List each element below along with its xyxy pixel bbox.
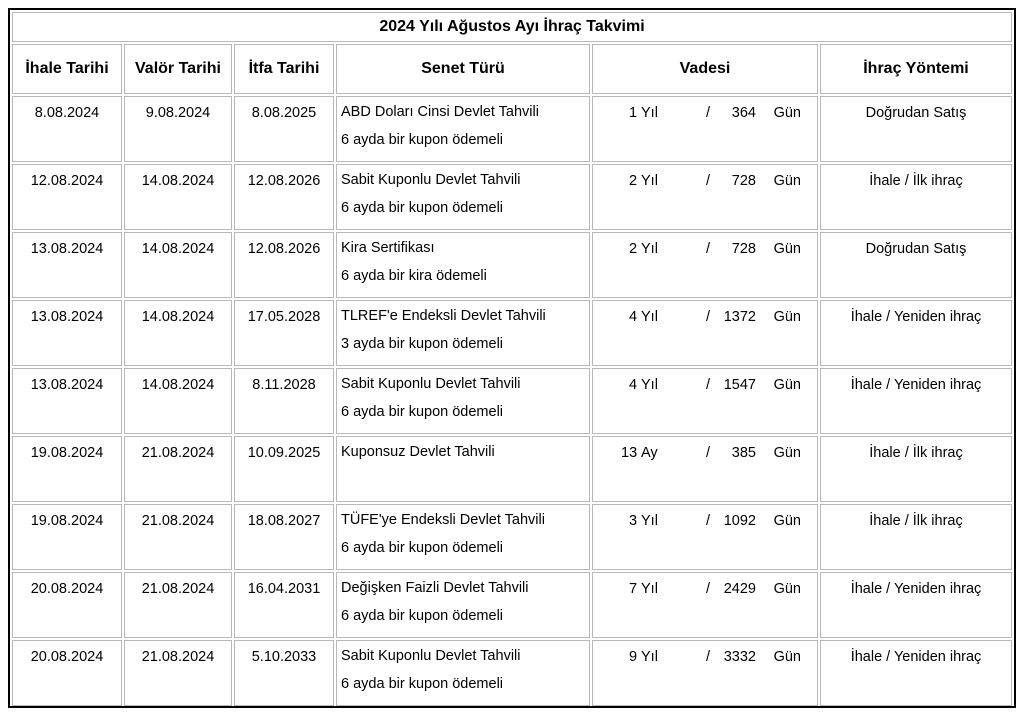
vade-ayrac: / — [706, 105, 711, 121]
header-valor-tarihi: Valör Tarihi — [124, 44, 232, 94]
valor-tarihi: 21.08.2024 — [141, 581, 215, 597]
valor-tarihi-cell — [124, 300, 232, 366]
ihrac-yontemi: İhale / İlk ihraç — [869, 445, 963, 461]
senet-turu: Değişken Faizli Devlet Tahvili — [341, 580, 529, 596]
valor-tarihi: 14.08.2024 — [141, 241, 215, 257]
ihale-tarihi-cell — [12, 436, 122, 502]
header-ihrac-yontemi: İhraç Yöntemi — [820, 44, 1012, 94]
itfa-tarihi-cell — [234, 572, 334, 638]
ihrac-yontemi-cell — [820, 436, 1012, 502]
itfa-tarihi-cell — [234, 368, 334, 434]
senet-turu: Sabit Kuponlu Devlet Tahvili — [341, 376, 521, 392]
itfa-tarihi-cell — [234, 640, 334, 706]
vade-sayi: 13 — [621, 445, 638, 461]
table-row — [12, 436, 1012, 502]
itfa-tarihi-cell — [234, 504, 334, 570]
header-itfa-tarihi: İtfa Tarihi — [234, 44, 334, 94]
vadesi-cell — [592, 96, 818, 162]
vade-gun-sayisi: 385 — [731, 445, 756, 461]
senet-odeme: 6 ayda bir kira ödemeli — [341, 268, 487, 284]
table-row — [12, 96, 1012, 162]
vade-birim: Yıl — [641, 173, 658, 189]
ihrac-yontemi-cell — [820, 572, 1012, 638]
ihale-tarihi: 13.08.2024 — [30, 377, 104, 393]
ihale-tarihi: 8.08.2024 — [34, 105, 100, 121]
senet-turu-cell — [336, 300, 590, 366]
ihrac-yontemi-cell — [820, 232, 1012, 298]
vade-birim: Yıl — [641, 649, 658, 665]
table-row — [12, 300, 1012, 366]
vade-gun-sayisi: 728 — [731, 173, 756, 189]
vadesi-cell — [592, 640, 818, 706]
vade-gun-etiket: Gün — [773, 173, 801, 189]
senet-turu: ABD Doları Cinsi Devlet Tahvili — [341, 104, 539, 120]
valor-tarihi-cell — [124, 96, 232, 162]
itfa-tarihi: 8.08.2025 — [251, 105, 317, 121]
valor-tarihi-cell — [124, 368, 232, 434]
valor-tarihi-cell — [124, 572, 232, 638]
senet-turu: Sabit Kuponlu Devlet Tahvili — [341, 648, 521, 664]
vade-gun-etiket: Gün — [773, 105, 801, 121]
ihale-tarihi-cell — [12, 96, 122, 162]
senet-turu-cell — [336, 504, 590, 570]
vade-gun-etiket: Gün — [773, 377, 801, 393]
senet-odeme: 3 ayda bir kupon ödemeli — [341, 336, 504, 352]
vade-sayi: 4 — [629, 309, 638, 325]
table-row — [12, 572, 1012, 638]
vade-sayi: 3 — [629, 513, 638, 529]
itfa-tarihi-cell — [234, 436, 334, 502]
ihrac-yontemi-cell — [820, 96, 1012, 162]
ihale-tarihi: 20.08.2024 — [30, 649, 104, 665]
ihale-tarihi: 13.08.2024 — [30, 241, 104, 257]
senet-turu-cell — [336, 640, 590, 706]
senet-turu: Sabit Kuponlu Devlet Tahvili — [341, 172, 521, 188]
valor-tarihi-cell — [124, 504, 232, 570]
vade-gun-etiket: Gün — [773, 513, 801, 529]
valor-tarihi-cell — [124, 640, 232, 706]
vade-birim: Ay — [641, 445, 658, 461]
ihale-tarihi-cell — [12, 368, 122, 434]
itfa-tarihi: 16.04.2031 — [247, 581, 321, 597]
vade-gun-sayisi: 728 — [731, 241, 756, 257]
senet-turu-cell — [336, 96, 590, 162]
ihale-tarihi-cell — [12, 640, 122, 706]
vadesi-cell — [592, 368, 818, 434]
ihale-tarihi-cell — [12, 572, 122, 638]
ihrac-yontemi: İhale / İlk ihraç — [869, 173, 963, 189]
table-row — [12, 232, 1012, 298]
senet-turu-cell — [336, 368, 590, 434]
vade-birim: Yıl — [641, 241, 658, 257]
vade-gun-etiket: Gün — [773, 309, 801, 325]
ihale-tarihi-cell — [12, 300, 122, 366]
ihrac-yontemi-cell — [820, 640, 1012, 706]
itfa-tarihi: 8.11.2028 — [252, 377, 316, 393]
itfa-tarihi: 18.08.2027 — [247, 513, 321, 529]
table-row — [12, 640, 1012, 706]
ihrac-yontemi: İhale / Yeniden ihraç — [850, 581, 982, 597]
vade-sayi: 2 — [629, 173, 638, 189]
vade-ayrac: / — [706, 173, 711, 189]
vadesi-cell — [592, 504, 818, 570]
ihale-tarihi: 19.08.2024 — [30, 513, 104, 529]
valor-tarihi: 21.08.2024 — [141, 513, 215, 529]
header-vadesi: Vadesi — [592, 44, 818, 94]
ihrac-yontemi-cell — [820, 300, 1012, 366]
ihale-tarihi-cell — [12, 232, 122, 298]
senet-odeme: 6 ayda bir kupon ödemeli — [341, 608, 504, 624]
senet-turu: Kuponsuz Devlet Tahvili — [341, 444, 495, 460]
vade-gun-sayisi: 2429 — [723, 581, 756, 597]
valor-tarihi: 21.08.2024 — [141, 445, 215, 461]
itfa-tarihi-cell — [234, 164, 334, 230]
ihale-tarihi-cell — [12, 164, 122, 230]
ihale-tarihi: 13.08.2024 — [30, 309, 104, 325]
itfa-tarihi: 12.08.2026 — [247, 241, 321, 257]
vade-gun-sayisi: 1372 — [723, 309, 756, 325]
senet-turu-cell — [336, 164, 590, 230]
valor-tarihi: 14.08.2024 — [141, 173, 215, 189]
vadesi-cell — [592, 572, 818, 638]
ihrac-yontemi: Doğrudan Satış — [865, 241, 967, 257]
senet-turu: Kira Sertifikası — [341, 240, 435, 256]
issuance-table — [10, 10, 1014, 708]
senet-odeme: 6 ayda bir kupon ödemeli — [341, 540, 504, 556]
senet-turu-cell — [336, 232, 590, 298]
vade-birim: Yıl — [641, 377, 658, 393]
vade-sayi: 1 — [629, 105, 638, 121]
vadesi-cell — [592, 300, 818, 366]
valor-tarihi: 14.08.2024 — [141, 377, 215, 393]
vade-ayrac: / — [706, 513, 711, 529]
table-row — [12, 504, 1012, 570]
itfa-tarihi: 12.08.2026 — [247, 173, 321, 189]
ihrac-yontemi-cell — [820, 164, 1012, 230]
vade-ayrac: / — [706, 445, 711, 461]
vadesi-cell — [592, 232, 818, 298]
ihale-tarihi: 19.08.2024 — [30, 445, 104, 461]
senet-turu-cell — [336, 572, 590, 638]
ihrac-yontemi: İhale / Yeniden ihraç — [850, 309, 982, 325]
ihale-tarihi: 20.08.2024 — [30, 581, 104, 597]
ihale-tarihi-cell — [12, 504, 122, 570]
header-senet-turu: Senet Türü — [336, 44, 590, 94]
valor-tarihi-cell — [124, 232, 232, 298]
valor-tarihi-cell — [124, 436, 232, 502]
vade-birim: Yıl — [641, 309, 658, 325]
itfa-tarihi-cell — [234, 96, 334, 162]
vade-gun-etiket: Gün — [773, 581, 801, 597]
ihrac-yontemi: İhale / İlk ihraç — [869, 513, 963, 529]
vade-gun-sayisi: 1092 — [723, 513, 756, 529]
senet-odeme: 6 ayda bir kupon ödemeli — [341, 676, 504, 692]
senet-odeme: 6 ayda bir kupon ödemeli — [341, 200, 504, 216]
vade-gun-sayisi: 3332 — [723, 649, 756, 665]
vade-birim: Yıl — [641, 581, 658, 597]
valor-tarihi: 14.08.2024 — [141, 309, 215, 325]
valor-tarihi: 9.08.2024 — [145, 105, 211, 121]
vadesi-cell — [592, 436, 818, 502]
valor-tarihi-cell — [124, 164, 232, 230]
vade-ayrac: / — [706, 377, 711, 393]
vade-gun-sayisi: 1547 — [723, 377, 756, 393]
vade-ayrac: / — [706, 581, 711, 597]
vade-gun-etiket: Gün — [773, 445, 801, 461]
table-row — [12, 368, 1012, 434]
vade-birim: Yıl — [641, 513, 658, 529]
valor-tarihi: 21.08.2024 — [141, 649, 215, 665]
header-ihale-tarihi: İhale Tarihi — [12, 44, 122, 94]
vade-sayi: 2 — [629, 241, 638, 257]
ihale-tarihi: 12.08.2024 — [30, 173, 104, 189]
senet-odeme: 6 ayda bir kupon ödemeli — [341, 132, 504, 148]
header-row — [12, 44, 1012, 94]
ihrac-yontemi-cell — [820, 368, 1012, 434]
itfa-tarihi-cell — [234, 300, 334, 366]
senet-odeme: 6 ayda bir kupon ödemeli — [341, 404, 504, 420]
vade-gun-sayisi: 364 — [731, 105, 756, 121]
senet-turu-cell — [336, 436, 590, 502]
vade-ayrac: / — [706, 309, 711, 325]
itfa-tarihi: 10.09.2025 — [247, 445, 321, 461]
vade-sayi: 4 — [629, 377, 638, 393]
senet-turu: TLREF'e Endeksli Devlet Tahvili — [341, 308, 546, 324]
vade-gun-etiket: Gün — [773, 649, 801, 665]
ihrac-yontemi-cell — [820, 504, 1012, 570]
vade-ayrac: / — [706, 241, 711, 257]
itfa-tarihi-cell — [234, 232, 334, 298]
table-row — [12, 164, 1012, 230]
vade-sayi: 7 — [629, 581, 638, 597]
itfa-tarihi: 5.10.2033 — [251, 649, 317, 665]
itfa-tarihi: 17.05.2028 — [247, 309, 321, 325]
ihrac-yontemi: İhale / Yeniden ihraç — [850, 377, 982, 393]
vade-birim: Yıl — [641, 105, 658, 121]
vade-sayi: 9 — [629, 649, 638, 665]
vade-gun-etiket: Gün — [773, 241, 801, 257]
vade-ayrac: / — [706, 649, 711, 665]
table-title: 2024 Yılı Ağustos Ayı İhraç Takvimi — [12, 12, 1012, 42]
vadesi-cell — [592, 164, 818, 230]
senet-turu: TÜFE'ye Endeksli Devlet Tahvili — [341, 512, 545, 528]
ihrac-yontemi: Doğrudan Satış — [865, 105, 967, 121]
ihrac-yontemi: İhale / Yeniden ihraç — [850, 649, 982, 665]
